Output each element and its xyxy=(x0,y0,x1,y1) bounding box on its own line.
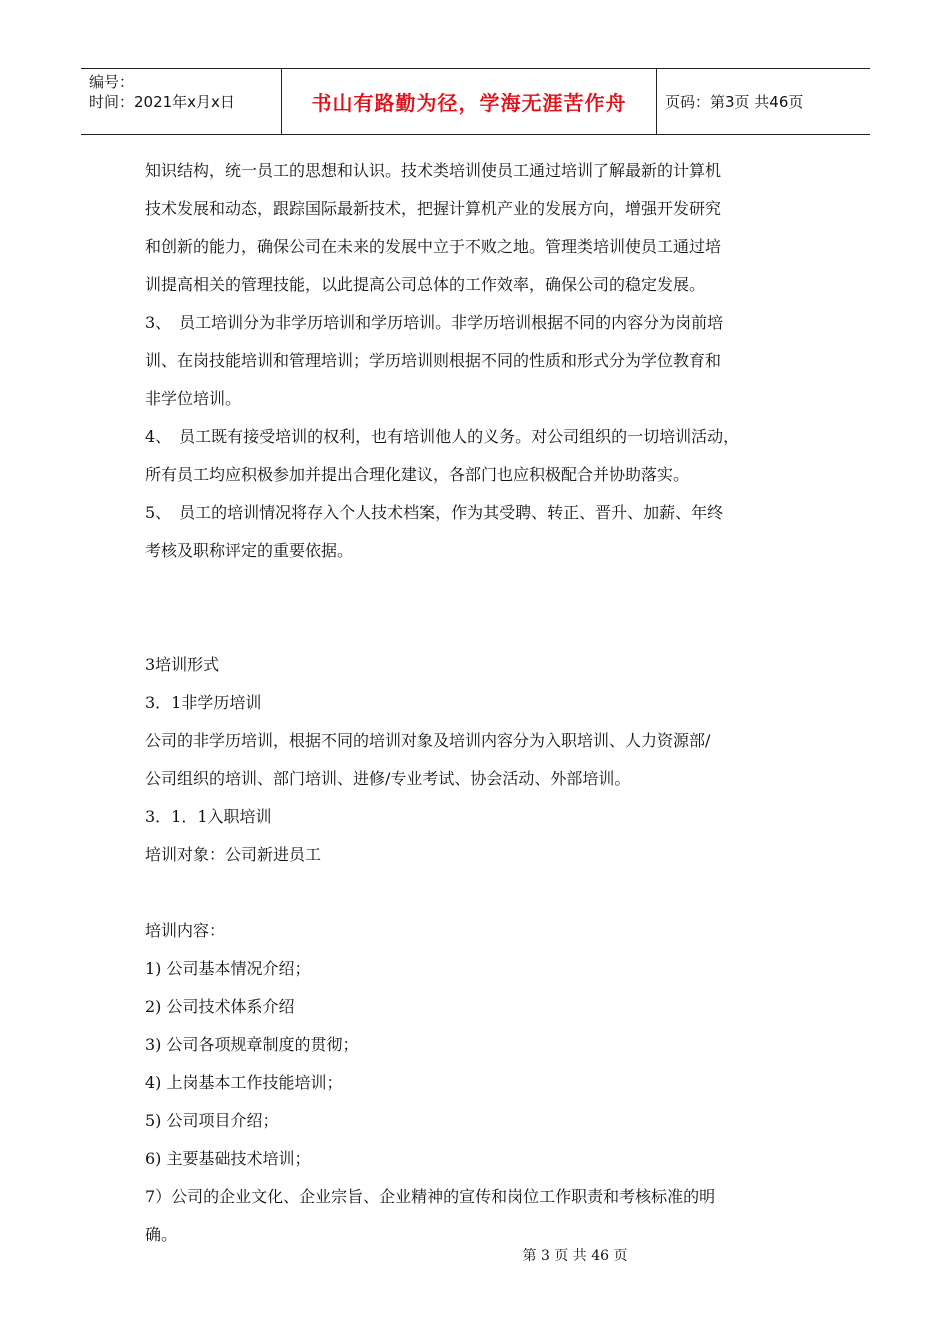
motto-text: 书山有路勤为径，学海无涯苦作舟 xyxy=(311,91,627,115)
paragraph-line: 确。 xyxy=(145,1225,178,1244)
paragraph-line: 5、 员工的培训情况将存入个人技术档案，作为其受聘、转正、晋升、加薪、年终 xyxy=(145,503,724,522)
paragraph-line: 1) 公司基本情况介绍； xyxy=(145,959,311,978)
header-motto-cell xyxy=(282,69,657,134)
paragraph-line: 4、 员工既有接受培训的权利，也有培训他人的义务。对公司组织的一切培训活动， xyxy=(145,427,740,446)
page-footer xyxy=(0,1245,950,1265)
paragraph-line: 3．1．1入职培训 xyxy=(145,807,272,826)
paragraph-line: 3) 公司各项规章制度的贯彻； xyxy=(145,1035,359,1054)
header-info-cell xyxy=(81,69,282,134)
paragraph-line: 4) 上岗基本工作技能培训； xyxy=(145,1073,343,1092)
paragraph-line: 7）公司的企业文化、企业宗旨、企业精神的宣传和岗位工作职责和考核标准的明 xyxy=(145,1187,716,1206)
paragraph-line: 训、在岗技能培训和管理培训；学历培训则根据不同的性质和形式分为学位教育和 xyxy=(145,351,722,370)
paragraph-line: 考核及职称评定的重要依据。 xyxy=(145,541,354,560)
paragraph-line: 3培训形式 xyxy=(145,655,220,674)
paragraph-line: 3．1非学历培训 xyxy=(145,693,262,712)
paragraph-line: 知识结构，统一员工的思想和认识。技术类培训使员工通过培训了解最新的计算机 xyxy=(145,161,722,180)
paragraph-line: 培训对象：公司新进员工 xyxy=(145,845,322,864)
header-page-cell xyxy=(657,69,870,134)
document-body xyxy=(145,152,815,1254)
paragraph-line: 6) 主要基础技术培训； xyxy=(145,1149,311,1168)
paragraph-line: 和创新的能力，确保公司在未来的发展中立于不败之地。管理类培训使员工通过培 xyxy=(145,237,722,256)
blank-line xyxy=(145,570,815,608)
paragraph-line: 公司组织的培训、部门培训、进修/专业考试、协会活动、外部培训。 xyxy=(145,769,631,788)
paragraph-line: 训提高相关的管理技能，以此提高公司总体的工作效率，确保公司的稳定发展。 xyxy=(145,275,706,294)
paragraph-line: 公司的非学历培训，根据不同的培训对象及培训内容分为入职培训、人力资源部/ xyxy=(145,731,711,750)
footer-page-number: 第 3 页 共 46 页 xyxy=(522,1248,628,1264)
paragraph-line: 技术发展和动态，跟踪国际最新技术，把握计算机产业的发展方向，增强开发研究 xyxy=(145,199,722,218)
date-label: 时间：2021年x月x日 xyxy=(89,93,235,111)
blank-line xyxy=(145,874,815,912)
paragraph-line: 2) 公司技术体系介绍 xyxy=(145,997,295,1016)
paragraph-line: 5) 公司项目介绍； xyxy=(145,1111,279,1130)
paragraph-line: 非学位培训。 xyxy=(145,389,242,408)
blank-line xyxy=(145,608,815,646)
paragraph-line: 培训内容： xyxy=(145,921,226,940)
document-header xyxy=(81,68,870,135)
paragraph-line: 所有员工均应积极参加并提出合理化建议，各部门也应积极配合并协助落实。 xyxy=(145,465,690,484)
serial-number-label: 编号： xyxy=(89,73,135,91)
paragraph-line: 3、 员工培训分为非学历培训和学历培训。非学历培训根据不同的内容分为岗前培 xyxy=(145,313,724,332)
page-number-label: 页码：第3页 共46页 xyxy=(665,93,804,111)
